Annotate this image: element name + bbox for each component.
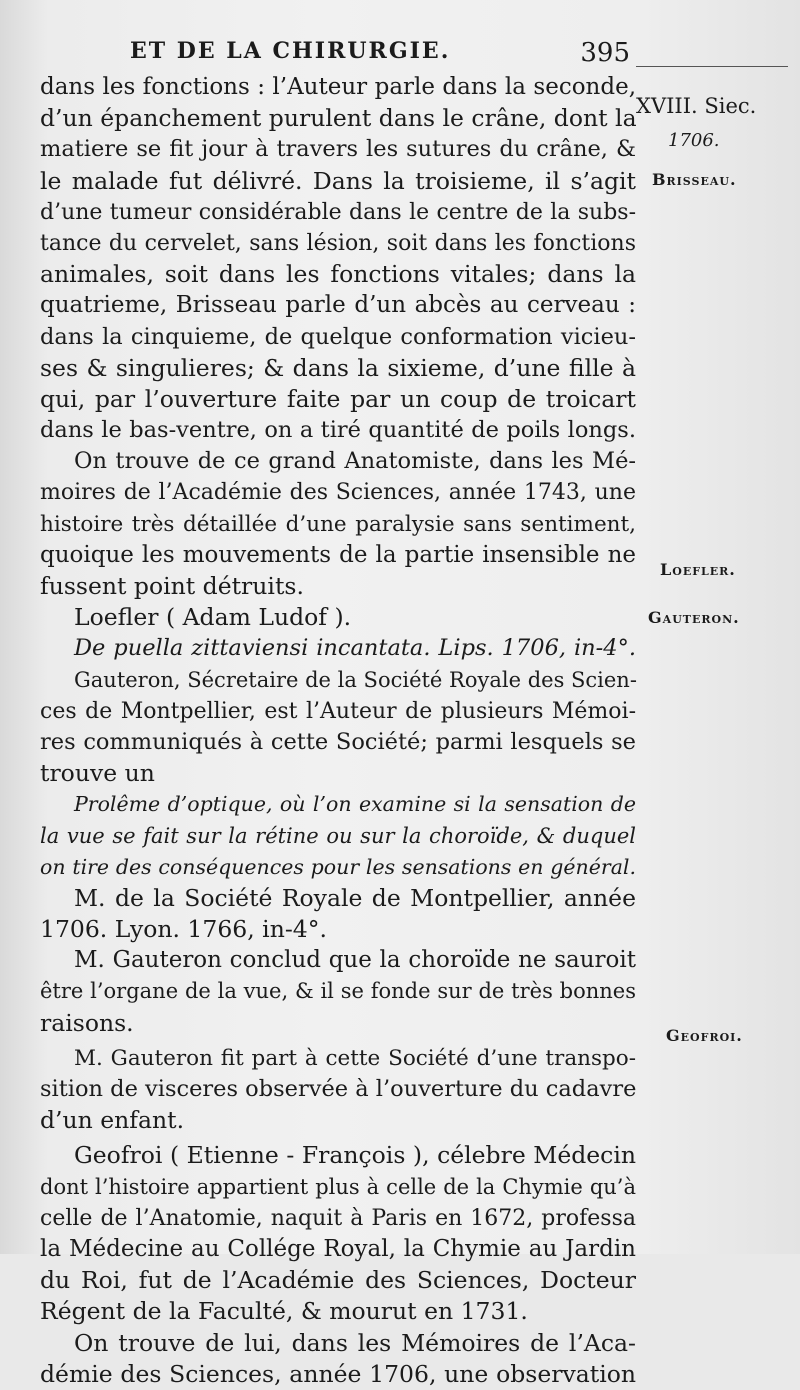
text-line: la Médecine au Collége Royal, la Chymie au Jardin [40,1235,636,1262]
text-line: matiere se fit jour à travers les sutures du crâne, & [40,136,636,163]
margin-name-geofroi: Geofroi. [666,1026,743,1045]
text-line: M. Gauteron conclud que la choroïde ne sauroit [74,947,636,974]
text-line: Gauteron, Sécretaire de la Société Royale des Scien- [74,667,637,692]
text-line: moires de l’Académie des Sciences, année 1743, une [40,480,636,506]
page-number: 395 [580,38,630,68]
margin-name-brisseau: Brisseau. [652,170,737,189]
margin-name-gauteron: Gauteron. [648,608,740,627]
text-line: d’un enfant. [40,1106,185,1135]
text-line: histoire très détaillée d’une paralysie sans sentiment, [40,511,636,537]
book-title-gauteron: on tire des conséquences pour les sensations en général. [40,854,636,879]
text-line: être l’organe de la vue, & il se fonde sur de très bonnes [40,979,636,1004]
text-line: quatrieme, Brisseau parle d’un abcès au cerveau : [40,292,636,319]
text-line: animales, soit dans les fonctions vitales; dans la [40,260,636,289]
text-line: le malade fut délivré. Dans la troisieme, il s’agit [40,166,636,195]
text-line: Geofroi ( Etienne - François ), célebre Médecin [74,1141,636,1170]
text-line: dans le bas-ventre, on a tiré quantité de poils longs. [40,417,636,444]
text-line: 1706. Lyon. 1766, in-4°. [40,915,327,944]
text-line: quoique les mouvements de la partie insensible ne [40,541,636,568]
page-header [100,38,630,72]
text-line: res communiqués à cette Société; parmi lesquels se [40,728,636,755]
text-line: ces de Montpellier, est l’Auteur de plusieurs Mémoi- [40,698,636,724]
text-line: celle de l’Anatomie, naquit à Paris en 1672, professa [40,1205,636,1231]
margin-rule [636,66,788,67]
author-heading-loefler: Loefler ( Adam Ludof ). [74,603,352,632]
text-line: qui, par l’ouverture faite par un coup de troicart [40,384,636,413]
text-line: ses & singulieres; & dans la sixieme, d’une fille à [40,353,636,382]
text-line: trouve un [40,759,155,788]
text-line: M. Gauteron fit part à cette Société d’une transpo- [74,1045,636,1071]
text-line: On trouve de lui, dans les Mémoires de l’Aca- [74,1328,636,1357]
text-line: M. de la Société Royale de Montpellier, année [74,883,636,912]
text-line: fussent point détruits. [40,572,304,600]
book-title-gauteron: Prolême d’optique, où l’on examine si la sensation de [74,792,636,817]
book-title-gauteron: la vue se fait sur la rétine ou sur la choroïde, & duquel [40,823,636,848]
text-line: On trouve de ce grand Anatomiste, dans les Mé- [74,448,636,475]
margin-name-loefler: Loefler. [660,560,736,579]
body-text [40,72,636,1390]
text-line: Régent de la Faculté, & mourut en 1731. [40,1297,528,1326]
text-line: démie des Sciences, année 1706, une observation [40,1359,636,1388]
running-title: ET DE LA CHIRURGIE. [130,38,451,64]
margin-century: XVIII. Siec. [636,94,757,118]
text-line: raisons. [40,1008,134,1037]
text-line: dans les fonctions : l’Auteur parle dans la seconde, [40,74,636,100]
text-line: dans la cinquieme, de quelque conformation vicieu- [40,323,636,350]
book-title-loefler: De puella zittaviensi incantata. Lips. 1706, in-4°. [74,635,636,662]
text-line: tance du cervelet, sans lésion, soit dans les fonctions [40,230,636,256]
text-line: d’un épanchement purulent dans le crâne, dont la [40,104,637,133]
text-line: du Roi, fut de l’Académie des Sciences, Docteur [40,1266,636,1295]
text-line: dont l’histoire appartient plus à celle de la Chymie qu’à [40,1174,636,1199]
text-line: sition de visceres observée à l’ouverture du cadavre [40,1076,637,1102]
text-line: d’une tumeur considérable dans le centre de la subs- [40,199,636,225]
margin-year: 1706. [668,130,720,151]
